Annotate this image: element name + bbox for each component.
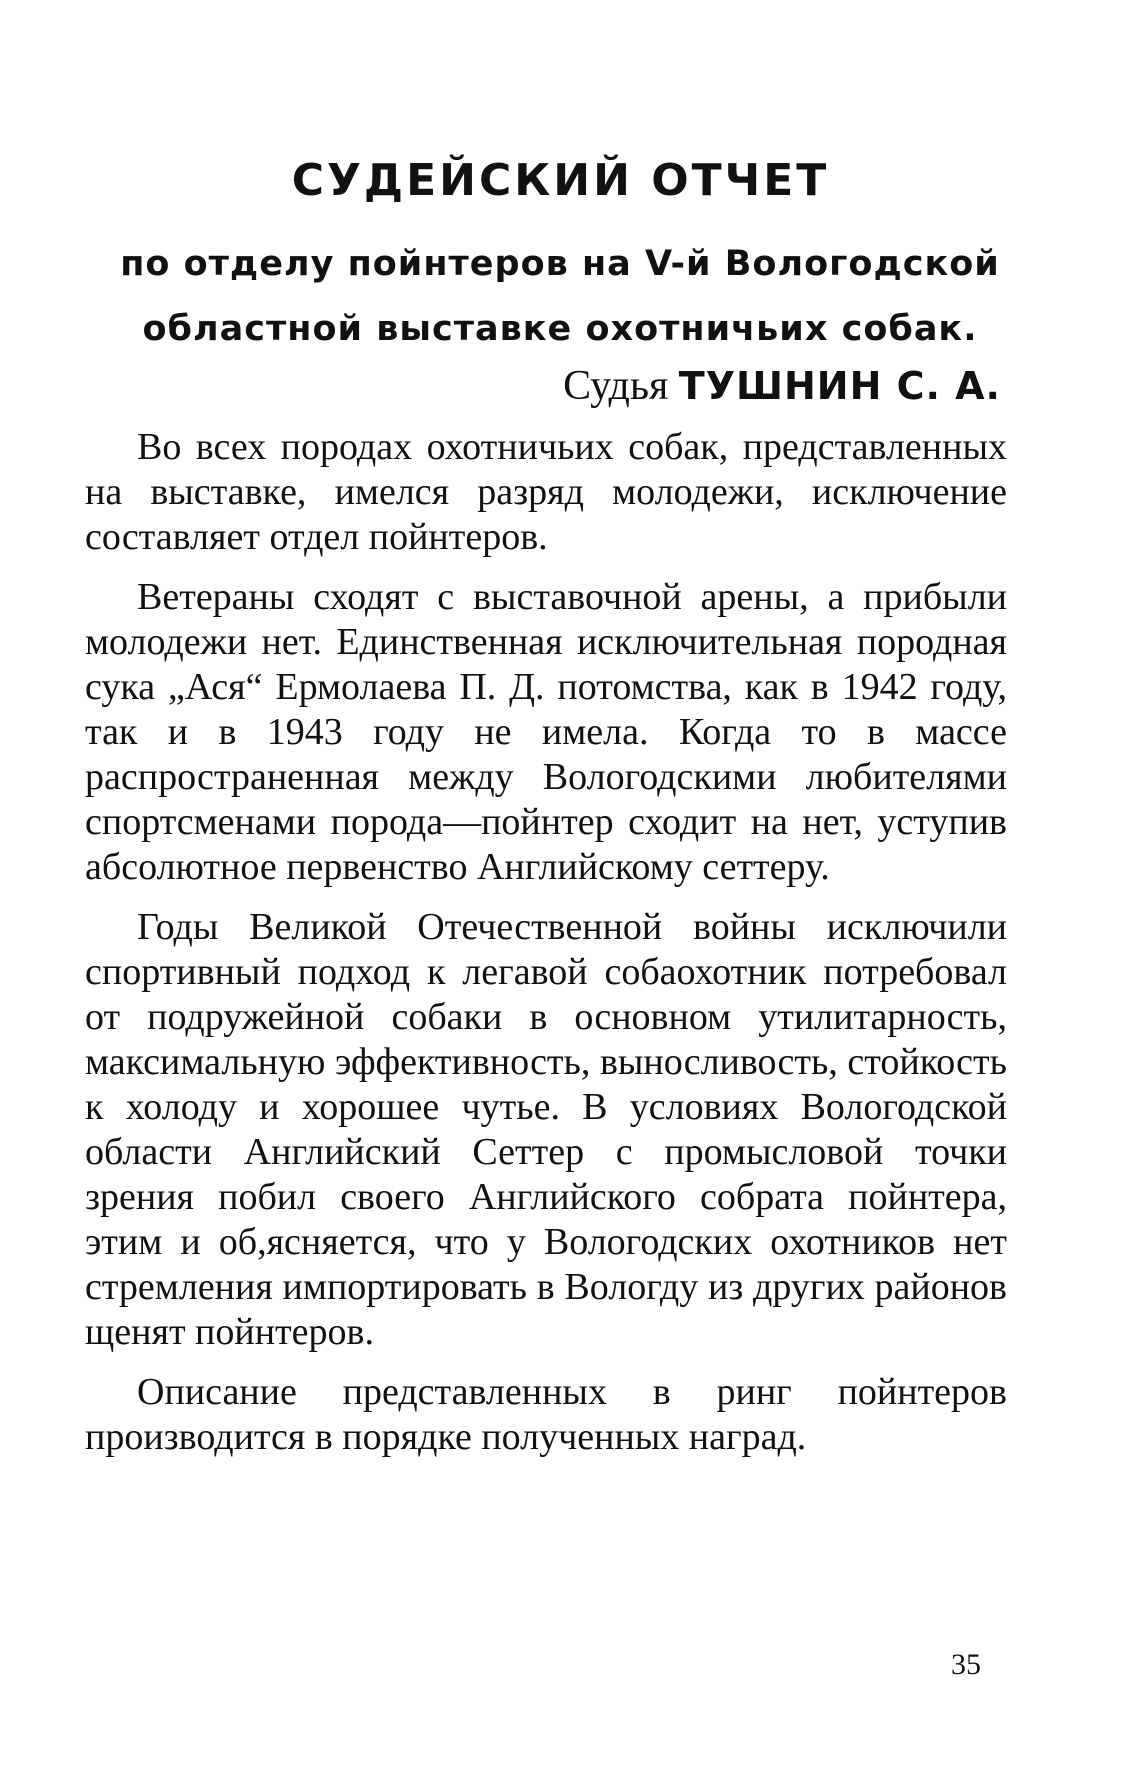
paragraph: Описание представленных в ринг пойнтеров производится в порядке полученных наград.: [85, 1371, 1007, 1458]
page-subtitle: по отделу пойнтеров на V-й Вологодской областной выставке охотничьих собак.: [120, 244, 1000, 349]
paragraph: Ветераны сходят с выставочной арены, а прибыли молодежи нет. Единственная исключительная породная сука „Ася“ Ермолаева П. Д. потомства, как в 1942 году, так и в 1943 году не имела. Когда то в массе распространенная между Вологодскими любителями спортсменами порода—пойнтер сходит на нет, уступив абсолютное первенство Английскому сеттеру.: [85, 576, 1007, 888]
judge-name: ТУШНИН С. А.: [678, 364, 1001, 408]
judge-line: [563, 362, 1001, 410]
paragraph: Годы Великой Отечественной войны исключили спортивный подход к легавой собаохотник потребовал от подружейной собаки в основном утилитарность, максимальную эффективность, выносливость, стойкость к холоду и хорошее чутье. В условиях Вологодской области Английский Сеттер с промысловой точки зрения побил своего Английского собрата пойнтера, этим и об,ясняется, что у Вологодских охотников нет стремления импортировать в Вологду из других районов щенят пойнтеров.: [85, 906, 1007, 1353]
page-title: СУДЕЙСКИЙ ОТЧЕТ: [291, 155, 830, 206]
report-body: [85, 425, 1007, 1475]
paragraph: Во всех породах охотничьих собак, представленных на выставке, имелся разряд молодежи, исключение составляет отдел пойнтеров.: [85, 426, 1007, 558]
judge-label: Судья: [563, 363, 669, 409]
page-number: 35: [951, 1648, 981, 1681]
